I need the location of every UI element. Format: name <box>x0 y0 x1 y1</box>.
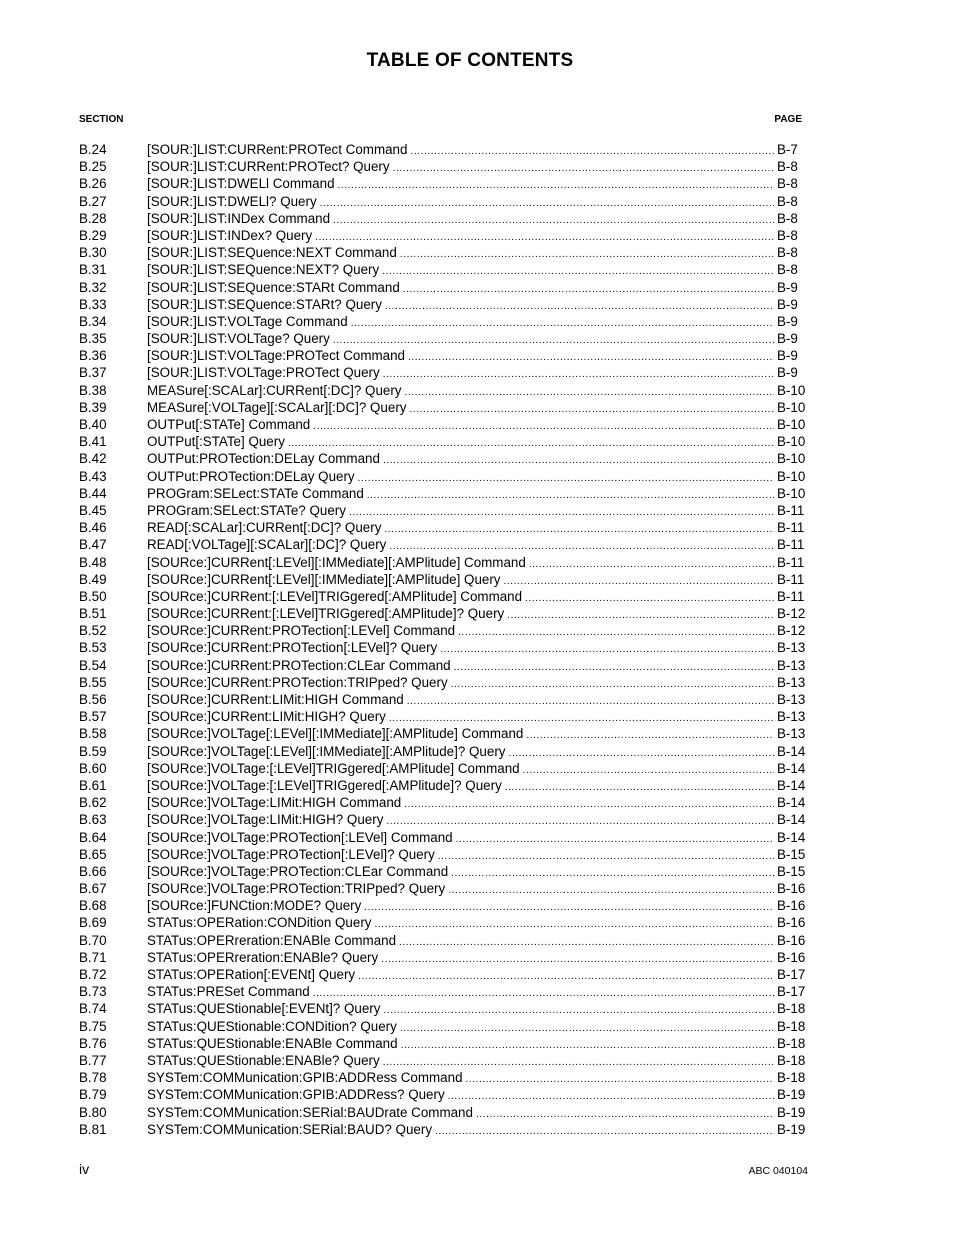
dot-leader <box>393 160 774 177</box>
toc-entry[interactable] <box>79 1035 809 1052</box>
toc-entry-number: B.53 <box>79 640 107 656</box>
toc-entry[interactable] <box>79 880 809 897</box>
toc-entry-page: B-11 <box>777 588 805 604</box>
toc-entry-page: B-9 <box>777 331 798 347</box>
toc-entry-page: B-12 <box>777 623 806 639</box>
toc-entry-number: B.65 <box>79 846 107 862</box>
toc-entry[interactable] <box>79 158 809 175</box>
toc-entry-title: [SOUR:]LIST:INDex Command <box>147 210 331 226</box>
dot-leader <box>400 1020 774 1037</box>
dot-leader <box>448 882 774 899</box>
dot-leader <box>409 401 774 418</box>
toc-entry-number: B.49 <box>79 571 107 587</box>
toc-entry-number: B.81 <box>79 1121 107 1137</box>
toc-entry[interactable] <box>79 519 809 536</box>
toc-entry-title: MEASure[:SCALar]:CURRent[:DC]? Query <box>147 382 402 398</box>
toc-entry-title: [SOUR:]LIST:SEQuence:NEXT Command <box>147 245 397 261</box>
toc-entry-number: B.42 <box>79 451 107 467</box>
toc-entry-page: B-19 <box>777 1104 806 1120</box>
dot-leader <box>399 934 774 951</box>
dot-leader <box>451 865 774 882</box>
toc-entry[interactable] <box>79 571 809 588</box>
toc-entry[interactable] <box>79 485 809 502</box>
toc-entry-title: OUTPut[:STATe] Command <box>147 417 311 432</box>
toc-entry-page: B-16 <box>777 932 806 948</box>
toc-entry[interactable] <box>79 777 809 794</box>
dot-leader <box>400 246 774 263</box>
toc-entry-number: B.61 <box>79 777 107 793</box>
toc-entry[interactable] <box>79 1121 809 1138</box>
toc-list <box>79 141 809 1138</box>
dot-leader <box>333 212 774 229</box>
toc-entry[interactable] <box>79 1086 809 1103</box>
toc-entry-number: B.24 <box>79 142 107 157</box>
toc-entry-title: OUTPut:PROTection:DELay Command <box>147 451 380 467</box>
dot-leader <box>313 418 774 435</box>
toc-entry[interactable] <box>79 657 809 674</box>
dot-leader <box>351 315 774 332</box>
toc-entry[interactable] <box>79 1052 809 1069</box>
toc-entry-number: B.60 <box>79 760 107 776</box>
toc-entry-number: B.78 <box>79 1070 107 1086</box>
toc-entry[interactable] <box>79 897 809 914</box>
toc-entry-title: STATus:OPERation:CONDition Query <box>147 915 372 931</box>
toc-entry-page: B-8 <box>777 193 798 209</box>
toc-entry-page: B-14 <box>777 777 806 793</box>
dot-leader <box>458 624 774 641</box>
toc-entry-number: B.74 <box>79 1001 107 1017</box>
toc-entry-page: B-18 <box>777 1070 806 1086</box>
toc-entry-page: B-8 <box>777 262 798 278</box>
toc-entry-title: [SOUR:]LIST:DWELl? Query <box>147 193 317 209</box>
toc-entry-number: B.44 <box>79 485 107 501</box>
toc-entry-page: B-18 <box>777 1035 806 1051</box>
toc-entry-number: B.30 <box>79 245 107 261</box>
toc-entry[interactable] <box>79 296 809 313</box>
toc-entry-page: B-8 <box>777 210 798 226</box>
dot-leader <box>404 796 774 813</box>
toc-entry[interactable] <box>79 261 809 278</box>
toc-entry-title: [SOUR:]LIST:VOLTage? Query <box>147 331 330 347</box>
toc-entry-page: B-9 <box>777 365 798 381</box>
toc-entry-title: [SOURce:]CURRent[:LEVel][:IMMediate][:AMPlitude] Query <box>147 571 501 587</box>
dot-leader <box>383 366 774 383</box>
toc-entry[interactable] <box>79 846 809 863</box>
toc-entry-number: B.66 <box>79 863 107 879</box>
toc-entry-number: B.45 <box>79 502 107 518</box>
toc-entry[interactable] <box>79 347 809 364</box>
toc-entry-number: B.32 <box>79 279 107 295</box>
toc-entry-title: [SOUR:]LIST:SEQuence:NEXT? Query <box>147 262 380 278</box>
toc-entry-page: B-14 <box>777 743 806 759</box>
toc-entry-number: B.41 <box>79 434 107 450</box>
toc-entry-number: B.31 <box>79 262 107 278</box>
toc-entry[interactable] <box>79 313 809 330</box>
page-title: TABLE OF CONTENTS <box>366 50 574 71</box>
toc-entry-title: SYSTem:COMMunication:GPIB:ADDRess Command <box>147 1070 463 1086</box>
dot-leader <box>525 590 774 607</box>
toc-entry-number: B.70 <box>79 932 107 948</box>
toc-entry-page: B-11 <box>777 537 805 553</box>
dot-leader <box>358 470 774 487</box>
toc-entry-title: [SOUR:]LIST:DWELl Command <box>147 176 335 192</box>
dot-leader <box>367 487 774 504</box>
toc-entry-page: B-13 <box>777 726 806 742</box>
toc-entry-title: [SOURce:]VOLTage:LIMit:HIGH Command <box>147 795 402 811</box>
toc-entry-title: [SOUR:]LIST:INDex? Query <box>147 227 313 243</box>
footer-page-number: iv <box>79 1161 90 1177</box>
toc-entry[interactable] <box>79 829 809 846</box>
toc-entry-page: B-8 <box>777 176 798 192</box>
toc-entry-number: B.36 <box>79 348 107 364</box>
dot-leader <box>385 298 774 315</box>
toc-entry-page: B-19 <box>777 1087 806 1103</box>
toc-entry-page: B-10 <box>777 399 806 415</box>
dot-leader <box>384 521 774 538</box>
toc-entry[interactable] <box>79 364 809 381</box>
toc-entry-title: READ[:VOLTage][:SCALar][:DC]? Query <box>147 537 387 553</box>
toc-entry-title: OUTPut:PROTection:DELay Query <box>147 468 355 484</box>
toc-entry-title: [SOURce:]VOLTage:PROTection:CLEar Command <box>147 863 449 879</box>
toc-entry-page: B-7 <box>777 142 798 157</box>
toc-entry-number: B.39 <box>79 399 107 415</box>
dot-leader <box>466 1071 774 1088</box>
toc-entry-title: STATus:OPERreration:ENABle? Query <box>147 949 379 965</box>
dot-leader <box>451 676 774 693</box>
toc-entry-page: B-15 <box>777 846 806 862</box>
toc-entry-number: B.54 <box>79 657 107 673</box>
toc-entry[interactable] <box>79 502 809 519</box>
toc-entry[interactable] <box>79 811 809 828</box>
toc-entry-page: B-10 <box>777 417 806 432</box>
toc-entry-title: [SOURce:]CURRent:[:LEVel]TRIGgered[:AMPlitude] Command <box>147 588 523 604</box>
toc-entry-number: B.34 <box>79 313 107 329</box>
toc-entry[interactable] <box>79 193 809 210</box>
toc-entry-title: [SOURce:]VOLTage:LIMit:HIGH? Query <box>147 812 384 828</box>
dot-leader <box>381 951 774 968</box>
toc-entry-page: B-18 <box>777 1052 806 1068</box>
toc-entry[interactable] <box>79 949 809 966</box>
toc-entry-page: B-10 <box>777 451 806 467</box>
dot-leader <box>438 848 774 865</box>
dot-leader <box>526 727 774 744</box>
toc-entry-number: B.73 <box>79 984 107 1000</box>
toc-entry[interactable] <box>79 1069 809 1086</box>
toc-entry-title: SYSTem:COMMunication:SERial:BAUD? Query <box>147 1121 433 1137</box>
toc-entry[interactable] <box>79 863 809 880</box>
toc-entry-page: B-9 <box>777 313 798 329</box>
toc-entry-page: B-14 <box>777 829 806 845</box>
toc-entry[interactable] <box>79 708 809 725</box>
toc-entry[interactable] <box>79 416 809 433</box>
toc-entry-title: [SOUR:]LIST:CURRent:PROTect? Query <box>147 159 390 175</box>
toc-entry-title: STATus:OPERreration:ENABle Command <box>147 932 397 948</box>
toc-entry[interactable] <box>79 794 809 811</box>
toc-entry[interactable] <box>79 554 809 571</box>
toc-entry-number: B.25 <box>79 159 107 175</box>
toc-entry-number: B.43 <box>79 468 107 484</box>
toc-entry-number: B.46 <box>79 520 107 536</box>
toc-entry[interactable] <box>79 1104 809 1121</box>
toc-entry-title: OUTPut[:STATe] Query <box>147 434 285 450</box>
toc-entry[interactable] <box>79 1018 809 1035</box>
dot-leader <box>505 779 774 796</box>
toc-entry-page: B-16 <box>777 915 806 931</box>
toc-entry-number: B.38 <box>79 382 107 398</box>
toc-entry-number: B.79 <box>79 1087 107 1103</box>
toc-entry-number: B.50 <box>79 588 107 604</box>
toc-entry-title: STATus:QUEStionable:ENABle? Query <box>147 1052 380 1068</box>
dot-leader <box>383 452 774 469</box>
toc-entry-number: B.76 <box>79 1035 107 1051</box>
toc-entry-title: [SOURce:]VOLTage:PROTection[:LEVel] Command <box>147 829 453 845</box>
toc-entry[interactable] <box>79 691 809 708</box>
toc-entry-page: B-17 <box>777 984 806 1000</box>
dot-leader <box>358 968 774 985</box>
toc-entry-number: B.55 <box>79 674 107 690</box>
toc-entry[interactable] <box>79 983 809 1000</box>
toc-entry-title: SYSTem:COMMunication:GPIB:ADDRess? Query <box>147 1087 445 1103</box>
toc-entry[interactable] <box>79 244 809 261</box>
toc-entry-title: [SOURce:]CURRent:PROTection[:LEVel]? Query <box>147 640 438 656</box>
toc-entry-title: [SOURce:]CURRent[:LEVel][:IMMediate][:AMPlitude] Command <box>147 554 526 570</box>
toc-entry-page: B-16 <box>777 949 806 965</box>
toc-entry-title: [SOURce:]VOLTage[:LEVel][:IMMediate][:AMPlitude] Command <box>147 726 524 742</box>
toc-entry-number: B.28 <box>79 210 107 226</box>
toc-entry-title: [SOURce:]CURRent:LIMit:HIGH Command <box>147 692 404 707</box>
toc-entry-title: [SOURce:]VOLTage:PROTection[:LEVel]? Query <box>147 846 435 862</box>
dot-leader <box>529 556 774 573</box>
dot-leader <box>448 1088 774 1105</box>
toc-entry-title: [SOUR:]LIST:VOLTage:PROTect Command <box>147 348 405 364</box>
toc-entry-page: B-9 <box>777 296 798 312</box>
toc-entry[interactable] <box>79 674 809 691</box>
toc-entry-page: B-8 <box>777 245 798 261</box>
toc-entry-page: B-19 <box>777 1121 806 1137</box>
toc-entry-page: B-13 <box>777 640 806 656</box>
dot-leader <box>320 195 774 212</box>
toc-entry[interactable] <box>79 279 809 296</box>
toc-entry-page: B-14 <box>777 760 806 776</box>
dot-leader <box>508 745 774 762</box>
toc-entry-title: [SOUR:]LIST:CURRent:PROTect Command <box>147 142 408 157</box>
toc-entry[interactable] <box>79 141 809 158</box>
toc-entry-page: B-13 <box>777 657 806 673</box>
dot-leader <box>349 504 774 521</box>
dot-leader <box>383 1002 774 1019</box>
toc-entry[interactable] <box>79 210 809 227</box>
toc-entry-number: B.80 <box>79 1104 107 1120</box>
toc-entry-number: B.33 <box>79 296 107 312</box>
toc-entry[interactable] <box>79 966 809 983</box>
toc-entry-title: STATus:OPERation[:EVENt] Query <box>147 967 356 982</box>
toc-entry-number: B.59 <box>79 743 107 759</box>
dot-leader <box>507 607 774 624</box>
toc-entry-number: B.29 <box>79 227 107 243</box>
dot-leader <box>407 693 774 710</box>
dot-leader <box>313 985 774 1002</box>
toc-entry-number: B.57 <box>79 709 107 725</box>
toc-entry-title: [SOURce:]VOLTage:PROTection:TRIPped? Query <box>147 881 446 897</box>
toc-entry[interactable] <box>79 725 809 742</box>
dot-leader <box>338 177 774 194</box>
toc-entry-title: STATus:QUEStionable[:EVENt]? Query <box>147 1001 381 1017</box>
toc-entry[interactable] <box>79 399 809 416</box>
toc-entry-page: B-17 <box>777 967 806 982</box>
toc-entry[interactable] <box>79 468 809 485</box>
toc-entry[interactable] <box>79 450 809 467</box>
dot-leader <box>523 762 774 779</box>
toc-entry-page: B-8 <box>777 227 798 243</box>
toc-entry-number: B.40 <box>79 417 107 432</box>
toc-entry-page: B-13 <box>777 709 806 725</box>
toc-entry-page: B-18 <box>777 1001 806 1017</box>
toc-entry-number: B.47 <box>79 537 107 553</box>
toc-entry-title: [SOURce:]CURRent:PROTection:CLEar Command <box>147 657 451 673</box>
footer-doc-code: ABC 040104 <box>748 1165 808 1177</box>
toc-entry-page: B-11 <box>777 520 805 536</box>
toc-entry-title: [SOURce:]FUNCtion:MODE? Query <box>147 898 362 914</box>
toc-entry-number: B.75 <box>79 1018 107 1034</box>
toc-entry-page: B-11 <box>777 502 805 518</box>
toc-entry-number: B.27 <box>79 193 107 209</box>
dot-leader <box>435 1123 774 1140</box>
toc-entry[interactable] <box>79 588 809 605</box>
toc-entry-title: [SOURce:]CURRent:LIMit:HIGH? Query <box>147 709 386 725</box>
toc-entry-title: [SOURce:]CURRent:[:LEVel]TRIGgered[:AMPlitude]? Query <box>147 606 505 622</box>
toc-entry[interactable] <box>79 639 809 656</box>
toc-entry-number: B.48 <box>79 554 107 570</box>
toc-entry-number: B.35 <box>79 331 107 347</box>
toc-entry[interactable] <box>79 1000 809 1017</box>
toc-entry-number: B.71 <box>79 949 107 965</box>
dot-leader <box>456 831 774 848</box>
toc-entry-number: B.26 <box>79 176 107 192</box>
toc-entry-number: B.52 <box>79 623 107 639</box>
toc-entry-page: B-10 <box>777 382 806 398</box>
toc-entry-page: B-9 <box>777 279 798 295</box>
toc-entry-page: B-8 <box>777 159 798 175</box>
toc-entry-page: B-12 <box>777 606 806 622</box>
toc-entry-title: MEASure[:VOLTage][:SCALar][:DC]? Query <box>147 399 407 415</box>
toc-entry-page: B-9 <box>777 348 798 364</box>
toc-entry-title: [SOUR:]LIST:SEQuence:STARt? Query <box>147 296 382 312</box>
toc-entry-number: B.77 <box>79 1052 107 1068</box>
toc-entry-title: [SOURce:]VOLTage:[:LEVel]TRIGgered[:AMPlitude]? Query <box>147 777 502 793</box>
toc-entry[interactable] <box>79 433 809 450</box>
toc-entry-page: B-14 <box>777 795 806 811</box>
toc-entry[interactable] <box>79 227 809 244</box>
toc-entry-title: [SOURce:]VOLTage[:LEVel][:IMMediate][:AMPlitude]? Query <box>147 743 506 759</box>
toc-entry-title: [SOURce:]CURRent:PROTection[:LEVel] Command <box>147 623 456 639</box>
toc-entry-number: B.56 <box>79 692 107 707</box>
toc-entry-title: [SOUR:]LIST:VOLTage Command <box>147 313 348 329</box>
toc-entry[interactable] <box>79 914 809 931</box>
dot-leader <box>410 143 774 160</box>
dot-leader <box>440 641 774 658</box>
dot-leader <box>504 573 775 590</box>
toc-entry-title: STATus:PRESet Command <box>147 984 310 1000</box>
toc-entry-title: SYSTem:COMMunication:SERial:BAUDrate Command <box>147 1104 473 1120</box>
toc-entry-page: B-10 <box>777 468 806 484</box>
dot-leader <box>403 281 774 298</box>
dot-leader <box>454 659 774 676</box>
toc-entry-number: B.69 <box>79 915 107 931</box>
toc-entry[interactable] <box>79 622 809 639</box>
dot-leader <box>405 384 774 401</box>
toc-entry-page: B-15 <box>777 863 806 879</box>
toc-entry-title: STATus:QUEStionable:CONDition? Query <box>147 1018 397 1034</box>
dot-leader <box>476 1106 774 1123</box>
dot-leader <box>401 1037 774 1054</box>
toc-entry-page: B-10 <box>777 485 806 501</box>
toc-entry[interactable] <box>79 605 809 622</box>
toc-entry-title: [SOURce:]CURRent:PROTection:TRIPped? Query <box>147 674 448 690</box>
dot-leader <box>374 916 774 933</box>
toc-entry-page: B-13 <box>777 674 806 690</box>
toc-entry-number: B.62 <box>79 795 107 811</box>
toc-entry[interactable] <box>79 743 809 760</box>
toc-entry[interactable] <box>79 330 809 347</box>
toc-entry-title: READ[:SCALar]:CURRent[:DC]? Query <box>147 520 382 536</box>
toc-entry-page: B-10 <box>777 434 806 450</box>
toc-entry[interactable] <box>79 536 809 553</box>
toc-entry-page: B-11 <box>777 554 805 570</box>
toc-entry-number: B.67 <box>79 881 107 897</box>
toc-entry-number: B.58 <box>79 726 107 742</box>
toc-entry-page: B-16 <box>777 898 806 914</box>
toc-entry-number: B.37 <box>79 365 107 381</box>
toc-entry[interactable] <box>79 382 809 399</box>
section-column-header: SECTION <box>79 114 124 125</box>
toc-entry-title: PROGram:SELect:STATe Command <box>147 485 364 501</box>
toc-entry-title: [SOUR:]LIST:SEQuence:STARt Command <box>147 279 400 295</box>
toc-entry-title: PROGram:SELect:STATe? Query <box>147 502 346 518</box>
toc-entry-page: B-14 <box>777 812 806 828</box>
dot-leader <box>408 349 774 366</box>
dot-leader <box>364 899 774 916</box>
toc-entry[interactable] <box>79 760 809 777</box>
toc-entry[interactable] <box>79 175 809 192</box>
toc-entry-number: B.51 <box>79 606 107 622</box>
toc-entry-page: B-13 <box>777 692 806 707</box>
toc-entry-title: [SOUR:]LIST:VOLTage:PROTect Query <box>147 365 380 381</box>
toc-entry[interactable] <box>79 932 809 949</box>
toc-entry-title: [SOURce:]VOLTage:[:LEVel]TRIGgered[:AMPlitude] Command <box>147 760 520 776</box>
toc-entry-page: B-18 <box>777 1018 806 1034</box>
toc-entry-number: B.63 <box>79 812 107 828</box>
toc-entry-number: B.64 <box>79 829 107 845</box>
toc-entry-number: B.68 <box>79 898 107 914</box>
toc-entry-page: B-16 <box>777 881 806 897</box>
toc-entry-title: STATus:QUEStionable:ENABle Command <box>147 1035 398 1051</box>
dot-leader <box>382 263 774 280</box>
page-column-header: PAGE <box>774 114 802 125</box>
toc-entry-number: B.72 <box>79 967 107 982</box>
toc-entry-page: B-11 <box>777 571 805 587</box>
